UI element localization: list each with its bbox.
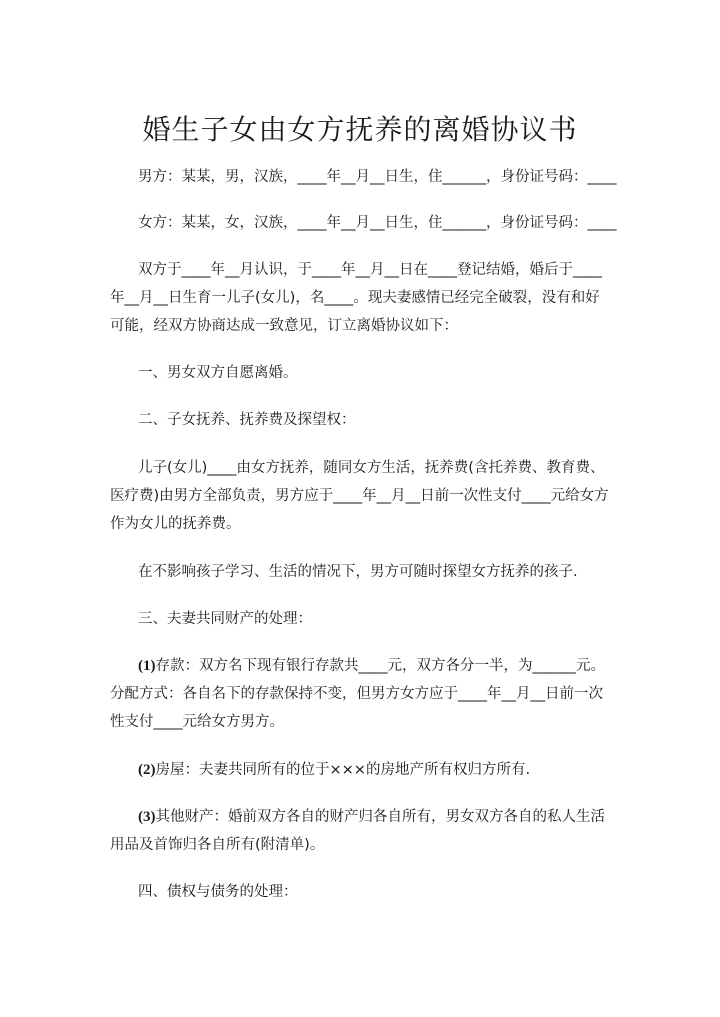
section-4-heading: 四、债权与债务的处理： xyxy=(138,884,298,900)
document-title: 婚生子女由女方抚养的离婚协议书 xyxy=(142,113,578,146)
female-party-info: 女方：某某，女，汉族，____年__月__日生，住______，身份证号码：____ xyxy=(138,215,617,231)
property-item-3-line-1 xyxy=(138,807,605,827)
property-item-1-line-3: 性支付____元给女方男方。 xyxy=(110,714,284,730)
property-item-2 xyxy=(138,760,530,780)
section-2-heading: 二、子女抚养、抚养费及探望权： xyxy=(138,412,356,428)
custody-line-2: 医疗费)由男方全部负责，男方应于____年__月__日前一次性支付____元给女方 xyxy=(110,488,609,504)
section-3-heading: 三、夫妻共同财产的处理： xyxy=(138,611,312,627)
item-text: 房屋：夫妻共同所有的位于×××的房地产所有权归方所有. xyxy=(155,762,531,778)
custody-line-1: 儿子(女儿)____由女方抚养，随同女方生活，抚养费(含托养费、教育费、 xyxy=(138,460,605,476)
male-party-info: 男方：某某，男，汉族，____年__月__日生，住______，身份证号码：____ xyxy=(138,169,617,185)
property-item-3-line-2: 用品及首饰归各自所有(附清单)。 xyxy=(110,837,325,853)
section-1-heading: 一、男女双方自愿离婚。 xyxy=(138,365,298,381)
item-text: 其他财产：婚前双方各自的财产归各自所有，男女双方各自的私人生活 xyxy=(155,809,605,825)
item-number: (1) xyxy=(138,658,156,674)
visitation-paragraph: 在不影响孩子学习、生活的情况下，男方可随时探望女方抚养的孩子. xyxy=(138,564,578,580)
intro-line-3: 可能，经双方协商达成一致意见，订立离婚协议如下： xyxy=(110,318,458,334)
property-item-1-line-1 xyxy=(138,656,605,676)
item-number: (3) xyxy=(138,809,156,825)
property-item-1-line-2: 分配方式：各自名下的存款保持不变，但男方女方应于____年__月__日前一次 xyxy=(110,686,603,702)
item-text: 存款：双方名下现有银行存款共____元，双方各分一半，为______元。 xyxy=(155,658,605,674)
intro-line-2: 年__月__日生育一儿子(女儿)，名____。现夫妻感情已经完全破裂，没有和好 xyxy=(110,290,600,306)
intro-line-1: 双方于____年__月认识，于____年__月__日在____登记结婚，婚后于____ xyxy=(138,262,602,278)
item-number: (2) xyxy=(138,762,156,778)
custody-line-3: 作为女儿的抚养费。 xyxy=(110,516,241,532)
